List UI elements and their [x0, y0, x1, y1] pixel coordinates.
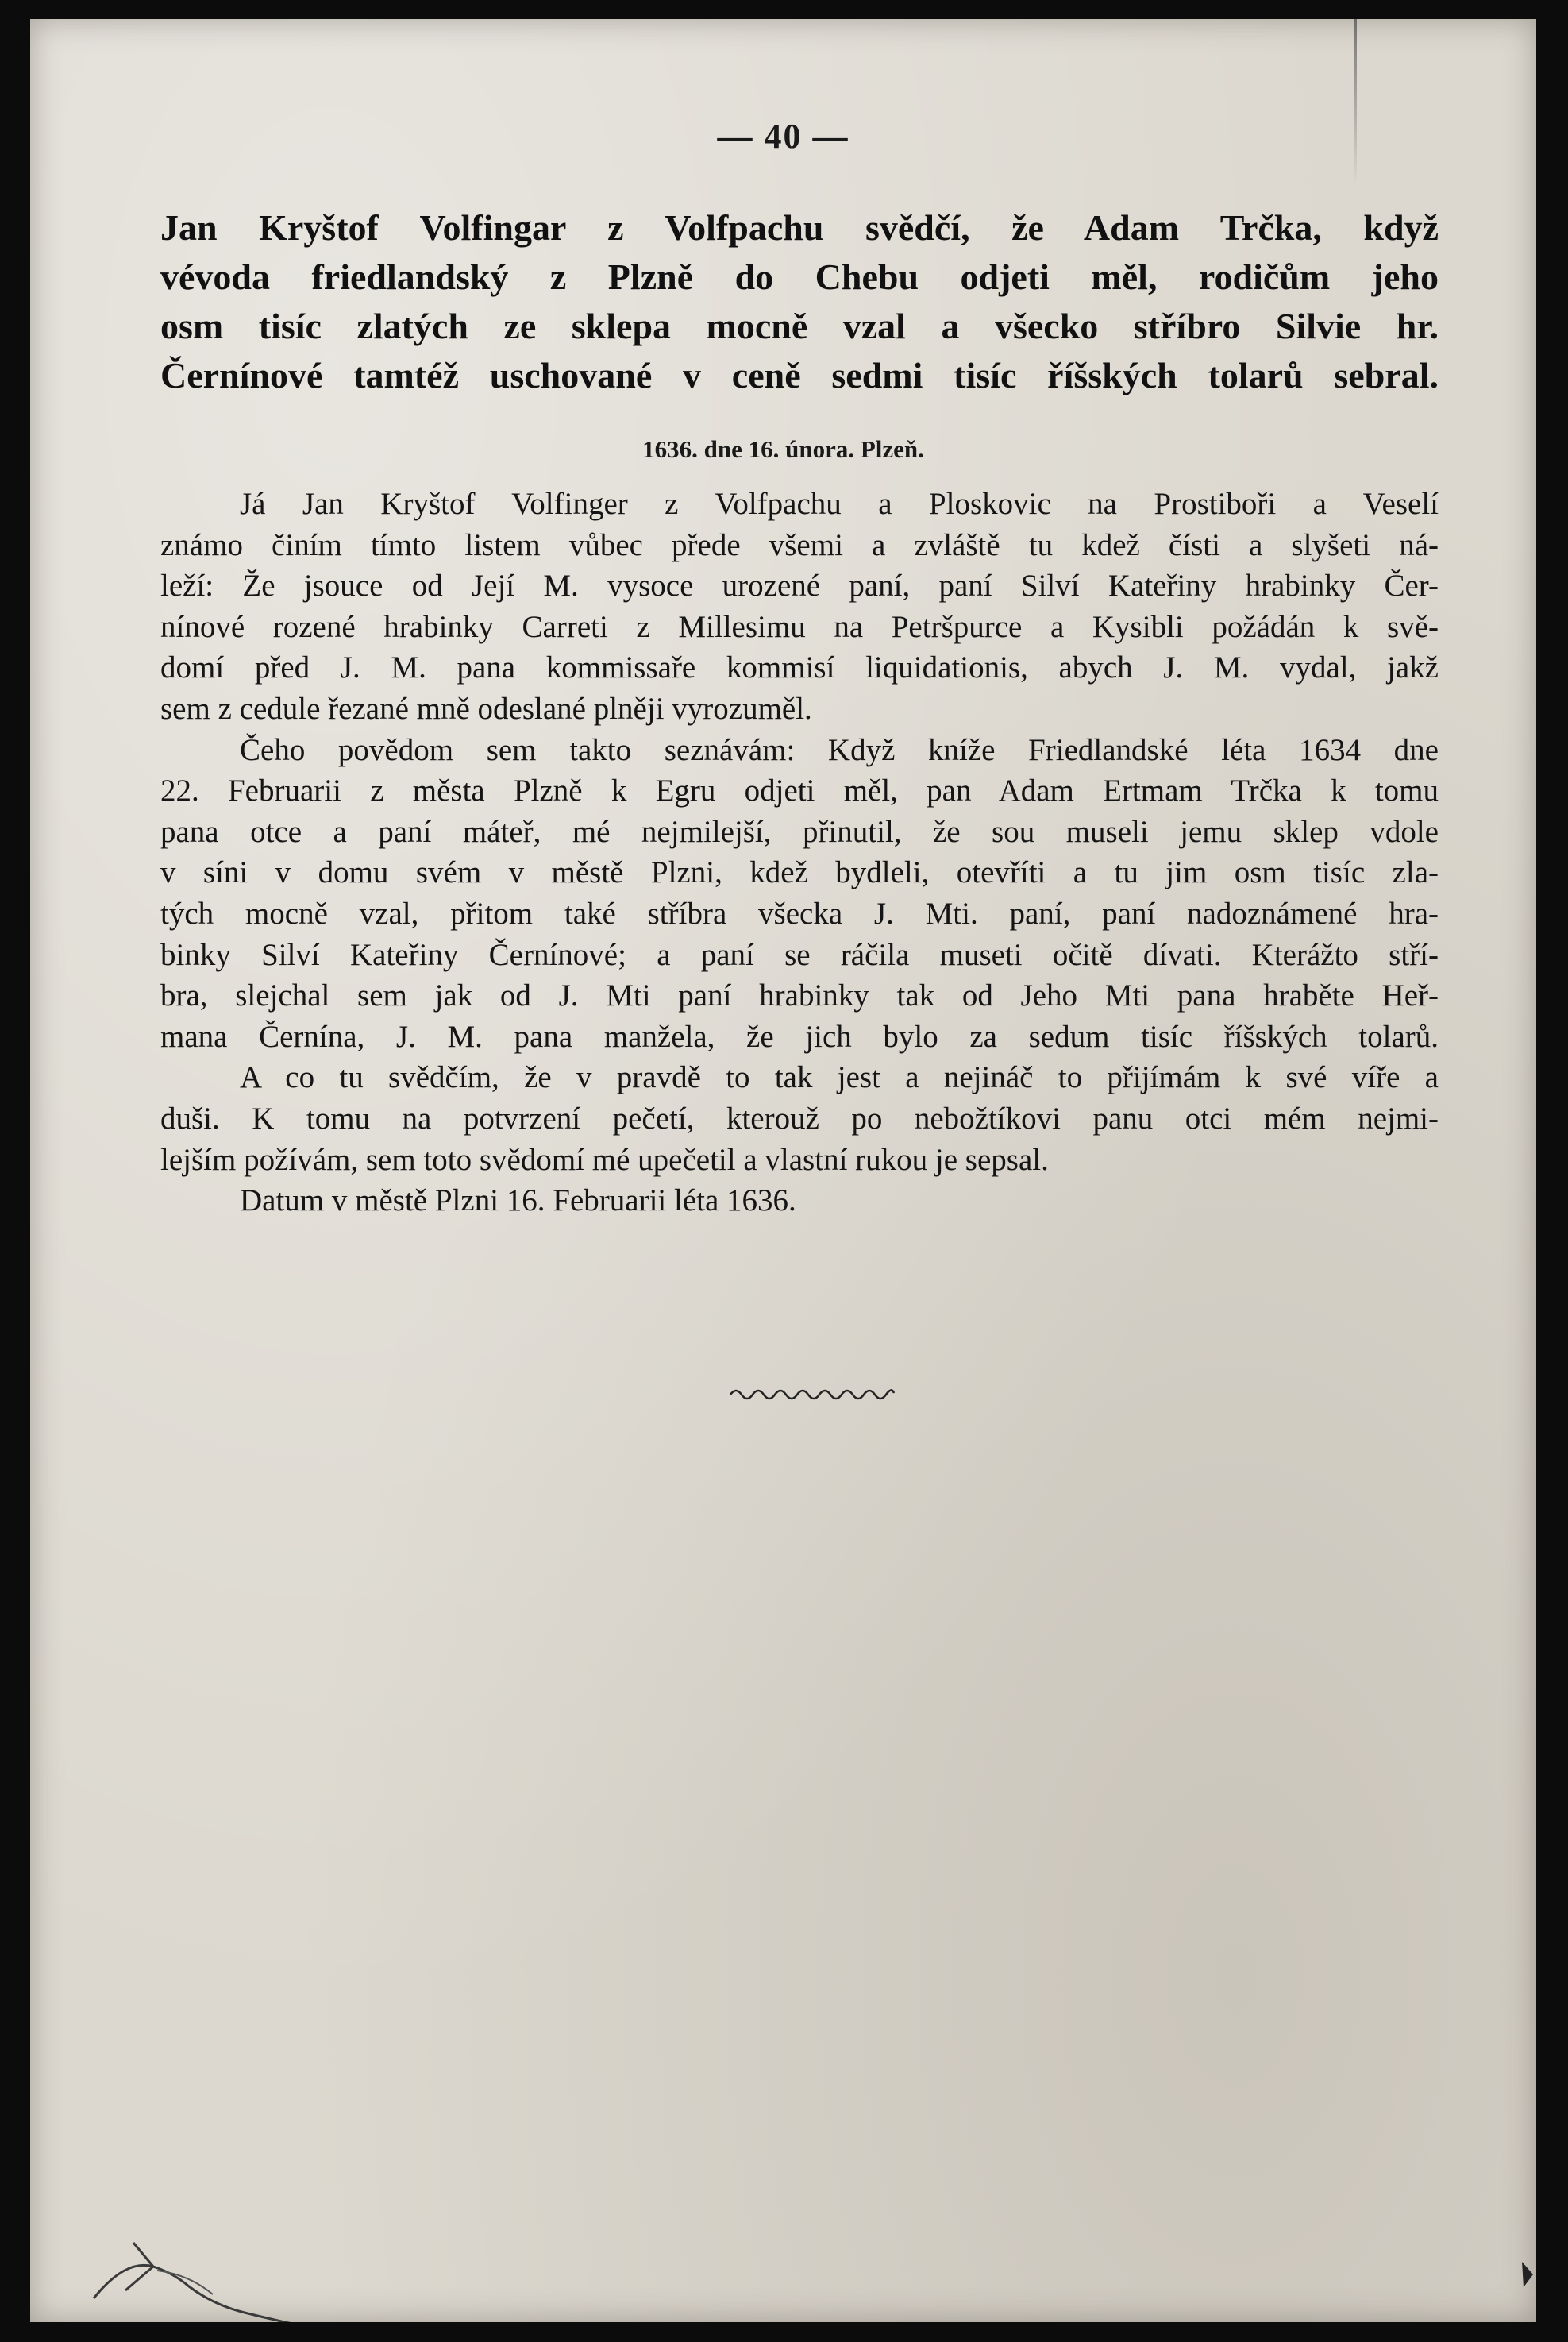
body-line: binky Silví Kateřiny Černínové; a paní se ráčila museti očitě dívati. Kterážto stří- [160, 937, 1439, 972]
dateline: 1636. dne 16. února. Plzeň. [642, 435, 924, 463]
page-edge-mark [1354, 19, 1357, 186]
body-line: bra, slejchal sem jak od J. Mti paní hrabinky tak od Jeho Mti pana hraběte Heř- [160, 978, 1439, 1013]
body-line: leží: Že jsouce od Její M. vysoce urozené paní, paní Silví Kateřiny hrabinky Čer- [160, 569, 1439, 604]
body-line: známo činím tímto listem vůbec přede všemi a zvláště tu kdež čísti a slyšeti ná- [160, 527, 1439, 562]
body-line: v síni v domu svém v městě Plzni, kdež bydleli, otevříti a tu jim osm tisíc zla- [160, 855, 1439, 890]
body-line: sem z cedule řezané mně odeslané plněji vyrozuměl. [160, 691, 812, 726]
document-page [30, 19, 1536, 2322]
wavy-ornament-icon [729, 1383, 896, 1402]
heading-line: osm tisíc zlatých ze sklepa mocně vzal a všecko stříbro Silvie hr. [160, 306, 1439, 346]
body-line: A co tu svědčím, že v pravdě to tak jest a nejináč to přijímám k své víře a [240, 1060, 1439, 1095]
body-line: duši. K tomu na potvrzení pečetí, kterouž po nebožtíkovi panu otci mém nejmi- [160, 1101, 1439, 1136]
body-line: Čeho povědom sem takto seznávám: Když kníže Friedlandské léta 1634 dne [240, 732, 1439, 767]
body-line: pana otce a paní máteř, mé nejmilejší, přinutil, že sou museli jemu sklep vdole [160, 814, 1439, 849]
heading-line: Jan Kryštof Volfingar z Volfpachu svědčí, že Adam Trčka, když [160, 207, 1439, 248]
heading-line: Černínové tamtéž uschované v ceně sedmi tisíc říšských tolarů sebral. [160, 355, 1439, 395]
page-number: — 40 — [717, 117, 849, 156]
body-line: tých mocně vzal, přitom také stříbra všecka J. Mti. paní, paní nadoznámené hra- [160, 896, 1439, 931]
document-heading [160, 203, 1439, 400]
body-line: Já Jan Kryštof Volfinger z Volfpachu a Ploskovic na Prostiboři a Veselí [240, 487, 1439, 521]
document-body [160, 484, 1439, 1221]
body-line: 22. Februarii z města Plzně k Egru odjeti měl, pan Adam Ertmam Trčka k tomu [160, 774, 1439, 808]
body-line: mana Černína, J. M. pana manžela, že jich bylo za sedum tisíc říšských tolarů. [160, 1019, 1439, 1054]
body-line: domí před J. M. pana kommissaře kommisí liquidationis, abych J. M. vydal, jakž [160, 650, 1439, 685]
body-line: lejším požívám, sem toto svědomí mé upečetil a vlastní rukou je sepsal. [160, 1142, 1049, 1177]
pencil-scrawl-icon [78, 2211, 316, 2322]
body-line: nínové rozené hrabinky Carreti z Millesimu na Petršpurce a Kysibli požádán k svě- [160, 609, 1439, 644]
heading-line: vévoda friedlandský z Plzně do Chebu odjeti měl, rodičům jeho [160, 257, 1439, 297]
body-line: Datum v městě Plzni 16. Februarii léta 1636. [240, 1183, 796, 1218]
corner-mark-icon [1519, 2259, 1536, 2290]
